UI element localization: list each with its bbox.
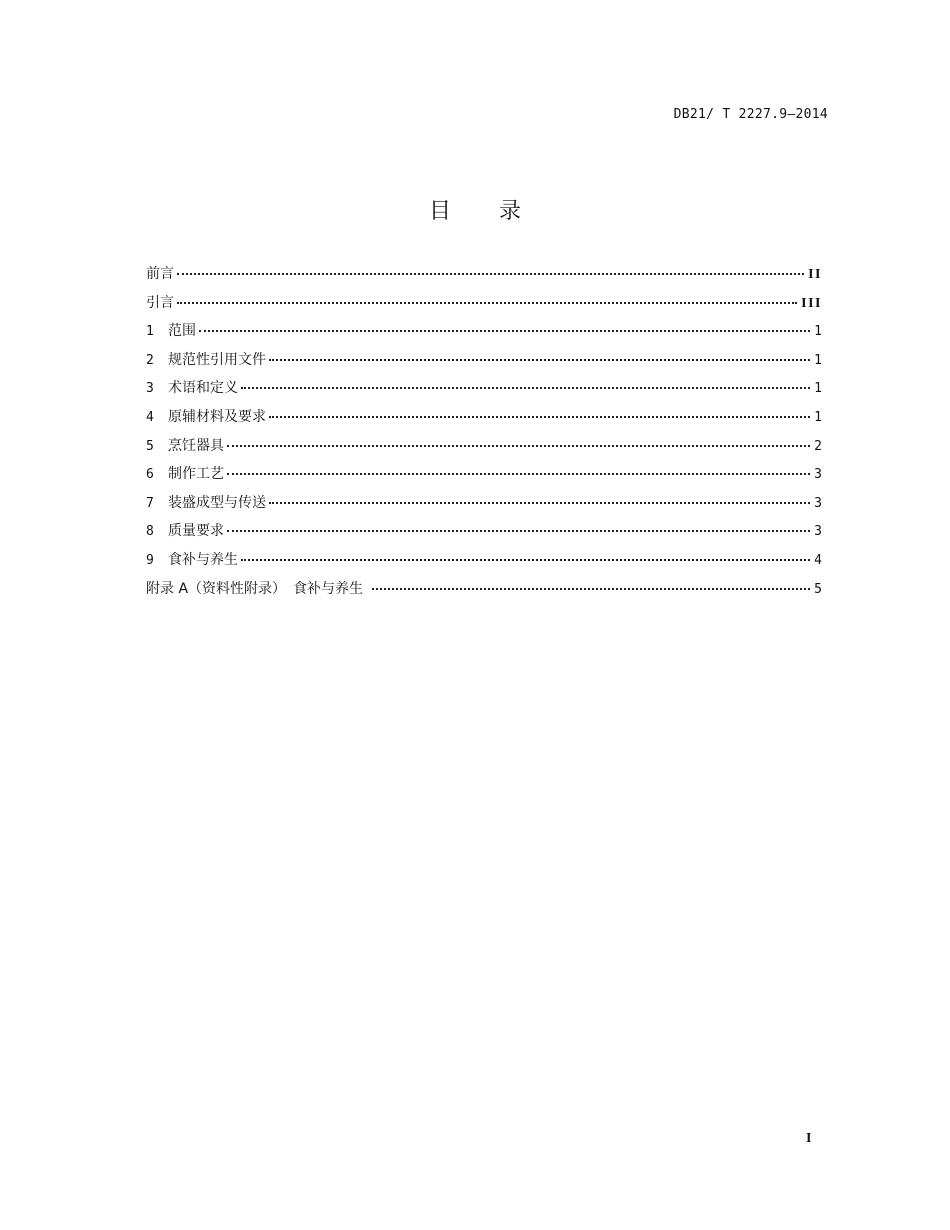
toc-entry-introduction[interactable] [146, 293, 822, 322]
toc-entry-number: 6 [146, 467, 154, 483]
toc-entry-normative-references[interactable] [146, 350, 822, 379]
toc-entry-number: 2 [146, 352, 154, 368]
toc-entry-number: 7 [146, 495, 154, 511]
document-code: DB21/ T 2227.9—2014 [673, 107, 828, 122]
toc-entry-page: 4 [814, 552, 822, 568]
toc-dot-leader [372, 588, 810, 590]
toc-entry-number: 8 [146, 524, 154, 540]
toc-entry-page: 3 [814, 467, 822, 483]
toc-entry-plating-delivery[interactable] [146, 493, 822, 522]
table-of-contents [146, 264, 822, 607]
toc-entry-raw-materials[interactable] [146, 407, 822, 436]
toc-entry-page: 5 [814, 581, 822, 597]
toc-entry-page: 3 [814, 495, 822, 511]
toc-entry-label: 范围 [168, 323, 196, 340]
toc-dot-leader [177, 273, 804, 275]
toc-dot-leader [227, 530, 810, 532]
toc-dot-leader [227, 473, 810, 475]
toc-entry-number: 1 [146, 324, 154, 340]
toc-dot-leader [199, 330, 810, 332]
toc-title-left: 目 [428, 199, 451, 224]
toc-entry-page: 1 [814, 352, 822, 368]
toc-entry-label: 规范性引用文件 [168, 351, 266, 368]
toc-entry-scope[interactable] [146, 321, 822, 350]
toc-entry-label: 原辅材料及要求 [168, 408, 266, 425]
page-number: I [806, 1131, 812, 1146]
toc-title-right: 录 [499, 199, 522, 224]
toc-entry-number: 9 [146, 552, 154, 568]
toc-entry-number: 3 [146, 381, 154, 397]
toc-entry-label: 引言 [146, 294, 174, 311]
toc-entry-page: 3 [814, 524, 822, 540]
toc-entry-label: 制作工艺 [168, 466, 224, 483]
toc-entry-cooking-utensils[interactable] [146, 436, 822, 465]
toc-entry-dietary-wellness[interactable] [146, 550, 822, 579]
toc-entry-page: 1 [814, 324, 822, 340]
toc-entry-production-process[interactable] [146, 464, 822, 493]
toc-entry-appendix-a[interactable] [146, 579, 822, 608]
toc-dot-leader [241, 387, 810, 389]
toc-entry-number: 4 [146, 409, 154, 425]
toc-entry-label: 装盛成型与传送 [168, 494, 266, 511]
toc-dot-leader [269, 502, 810, 504]
toc-entry-label: 食补与养生 [168, 551, 238, 568]
toc-dot-leader [269, 359, 810, 361]
toc-entry-label: 前言 [146, 266, 174, 282]
toc-dot-leader [227, 445, 810, 447]
toc-entry-label: 术语和定义 [168, 380, 238, 397]
toc-entry-quality-requirements[interactable] [146, 521, 822, 550]
toc-entry-label: 附录 A（资料性附录） 食补与养生 [146, 580, 364, 597]
toc-entry-label: 质量要求 [168, 523, 224, 540]
toc-dot-leader [241, 559, 810, 561]
toc-entry-number: 5 [146, 438, 154, 454]
toc-title [0, 194, 950, 225]
toc-entry-terms-definitions[interactable] [146, 378, 822, 407]
toc-entry-page: 1 [814, 381, 822, 397]
toc-entry-foreword[interactable] [146, 264, 822, 293]
toc-dot-leader [269, 416, 810, 418]
toc-dot-leader [177, 302, 797, 304]
toc-entry-page: 1 [814, 409, 822, 425]
toc-entry-page: II [808, 267, 822, 282]
toc-entry-page: 2 [814, 438, 822, 454]
toc-entry-page: III [801, 295, 822, 311]
toc-entry-label: 烹饪器具 [168, 437, 224, 454]
